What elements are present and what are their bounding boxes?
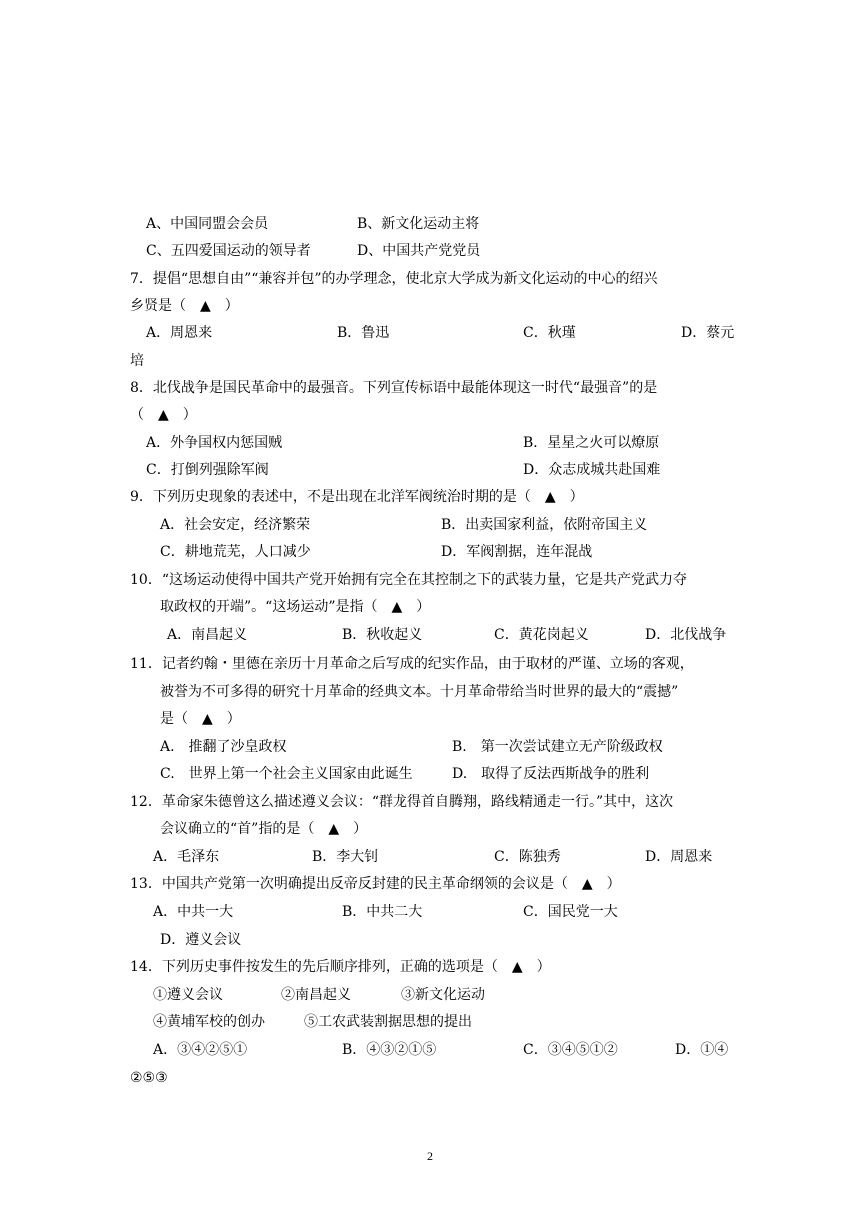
q7-option-d-continued: 培 — [130, 353, 144, 369]
q8-option-c: C．打倒列强除军阀 — [146, 462, 269, 478]
q7-option-a: A．周恩来 — [146, 325, 213, 341]
q6-option-c: C、五四爱国运动的领导者 — [146, 243, 311, 259]
q13-option-a: A．中共一大 — [153, 904, 234, 920]
q13-option-b: B．中共二大 — [342, 904, 423, 920]
q11-option-c: C. 世界上第一个社会主义国家由此诞生 — [160, 766, 413, 782]
q8-option-b: B．星星之火可以燎原 — [523, 435, 660, 451]
page-number: 2 — [427, 1149, 433, 1163]
q8-option-a: A．外争国权内惩国贼 — [146, 435, 283, 451]
q11-stem-line3: 是（ ▲ ） — [160, 711, 241, 727]
q9-stem: 9．下列历史现象的表述中，不是出现在北洋军阀统治时期的是（ ▲ ） — [130, 489, 584, 505]
q12-option-b: B．李大钊 — [312, 849, 379, 865]
q14-option-d-continued: ②⑤③ — [130, 1070, 168, 1086]
q11-stem-line2: 被誉为不可多得的研究十月革命的经典文本。十月革命带给当时世界的最大的“震撼” — [160, 684, 679, 700]
q6-option-a: A、中国同盟会会员 — [146, 216, 269, 232]
q12-option-c: C．陈独秀 — [494, 849, 561, 865]
q8-option-d: D．众志成城共赴国难 — [523, 462, 661, 478]
q10-stem-line2: 取政权的开端”。“这场运动”是指（ ▲ ） — [160, 599, 431, 615]
q14-stem: 14．下列历史事件按发生的先后顺序排列，正确的选项是（ ▲ ） — [130, 959, 551, 975]
q14-option-c: C．③④⑤①② — [523, 1042, 618, 1058]
q14-option-a: A．③④②⑤① — [153, 1042, 248, 1058]
q9-option-b: B．出卖国家利益，依附帝国主义 — [441, 517, 648, 533]
q10-stem-line1: 10．“这场运动使得中国共产党开始拥有完全在其控制之下的武装力量，它是共产党武力夺 — [130, 572, 687, 588]
q6-option-b: B、新文化运动主将 — [357, 216, 480, 232]
q12-option-d: D．周恩来 — [645, 849, 713, 865]
q9-option-a: A．社会安定，经济繁荣 — [160, 517, 311, 533]
q12-stem-line1: 12．革命家朱德曾这么描述遵义会议：“群龙得首自腾翔，路线精通走一行。”其中，这次 — [130, 794, 674, 810]
q9-option-c: C．耕地荒芜，人口减少 — [160, 544, 311, 560]
q10-option-b: B．秋收起义 — [342, 627, 423, 643]
q11-stem-line1: 11．记者约翰・里德在亲历十月革命之后写成的纪实作品，由于取材的严谨、立场的客观， — [130, 656, 694, 672]
q7-option-c: C．秋瑾 — [523, 325, 576, 341]
q8-stem-line1: 8．北伐战争是国民革命中的最强音。下列宣传标语中最能体现这一时代“最强音”的是 — [130, 380, 658, 396]
q13-option-d: D．遵义会议 — [160, 932, 242, 948]
q14-event-5: ⑤工农武装割据思想的提出 — [304, 1014, 472, 1030]
q7-option-d: D．蔡元 — [681, 325, 735, 341]
q11-option-d: D. 取得了反法西斯战争的胜利 — [452, 766, 650, 782]
q14-option-b: B．④③②①⑤ — [342, 1042, 437, 1058]
q14-option-d: D．①④ — [675, 1042, 729, 1058]
q11-option-a: A. 推翻了沙皇政权 — [160, 739, 287, 755]
q14-event-3: ③新文化运动 — [401, 987, 485, 1003]
q10-option-c: C．黄花岗起义 — [494, 627, 589, 643]
q14-event-1: ①遵义会议 — [153, 987, 223, 1003]
q7-stem-line1: 7．提倡“思想自由”“兼容并包”的办学理念，使北京大学成为新文化运动的中心的绍兴 — [130, 271, 658, 287]
q7-option-b: B．鲁迅 — [337, 325, 390, 341]
q10-option-d: D．北伐战争 — [645, 627, 727, 643]
q14-event-4: ④黄埔军校的创办 — [153, 1014, 265, 1030]
q11-option-b: B. 第一次尝试建立无产阶级政权 — [452, 739, 663, 755]
q10-option-a: A．南昌起义 — [167, 627, 248, 643]
q7-stem-line2: 乡贤是（ ▲ ） — [130, 298, 239, 314]
q13-option-c: C．国民党一大 — [523, 904, 618, 920]
q12-option-a: A．毛泽东 — [153, 849, 220, 865]
q12-stem-line2: 会议确立的“首”指的是（ ▲ ） — [160, 821, 368, 837]
q14-event-2: ②南昌起义 — [281, 987, 351, 1003]
q8-stem-line2: （ ▲ ） — [130, 407, 197, 423]
q6-option-d: D、中国共产党党员 — [357, 243, 481, 259]
q13-stem: 13．中国共产党第一次明确提出反帝反封建的民主革命纲领的会议是（ ▲ ） — [130, 876, 621, 892]
q9-option-d: D．军阀割据，连年混战 — [441, 544, 593, 560]
